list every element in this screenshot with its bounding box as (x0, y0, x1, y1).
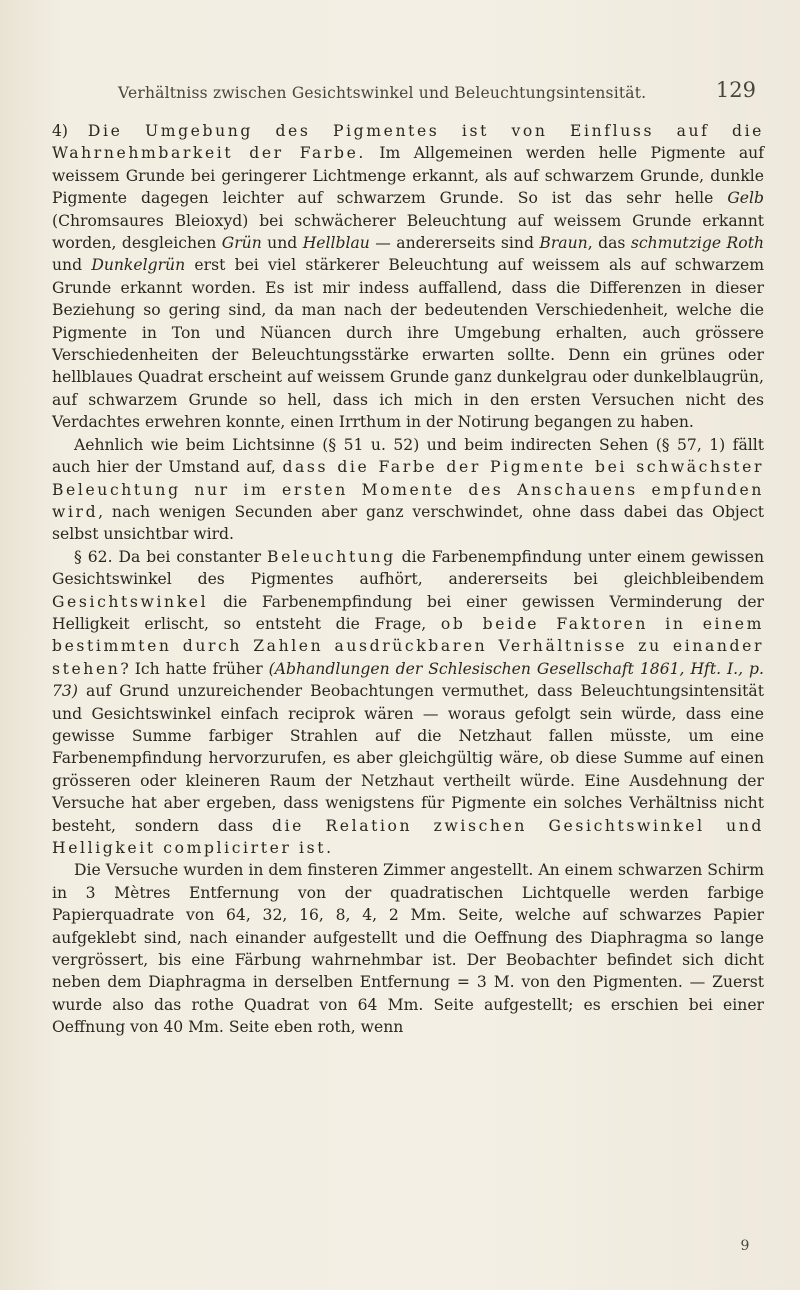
body-text (52, 120, 764, 1039)
paragraph (52, 120, 764, 434)
text-run: 4) (52, 122, 88, 140)
page-number: 129 (715, 78, 756, 102)
text-run: und (261, 234, 303, 253)
spaced-run: Die Umgebung des Pigmentes ist von Einfluss auf die Wahrnehmbarkeit der Farbe. (52, 122, 764, 163)
paragraph (52, 546, 764, 860)
spaced-run: Beleuchtung (267, 547, 396, 566)
spaced-run: Gesichtswinkel (52, 592, 209, 611)
running-head: Verhältniss zwischen Gesichtswinkel und Beleuchtungsintensität. (118, 84, 647, 102)
italic-run: Braun (539, 234, 588, 253)
italic-run: Gelb (727, 189, 764, 208)
text-run: , das (587, 234, 631, 253)
italic-run: Dunkelgrün (91, 256, 186, 275)
text-run: Aehnlich wie beim Lichtsinne (§ 51 u. 52) und beim indirecten Sehen (§ 57, 1) fällt auch hier der Umstand auf, (52, 435, 764, 477)
text-run: . (326, 839, 332, 857)
text-run: § 62. Da bei constanter (74, 547, 268, 566)
text-run: Im Allgemeinen werden helle Pigmente auf weissem Grunde bei geringerer Lichtmenge erkannt, als auf schwarzem Grunde, dunkle Pigmente dagegen leichter auf schwarzem Grunde. So ist das sehr helle (52, 144, 764, 208)
italic-run: Hellblau (302, 234, 370, 253)
paragraph (52, 434, 764, 546)
spaced-run: die Relation zwischen Gesichtswinkel und Helligkeit complicirter ist (52, 816, 764, 857)
italic-run: Grün (221, 234, 262, 253)
page-header (118, 78, 760, 108)
text-run: auf Grund unzureichender Beobachtungen vermuthet, dass Beleuchtungsintensität und Gesichtswinkel einfach reciprok wären — woraus gefolgt sein würde, dass eine gewisse Summe farbiger Strahlen auf die Netzhaut fallen müsste, um eine Farbenempfindung hervorzurufen, es aber gleichgültig wäre, ob diese Summe auf einen grösseren oder kleineren Raum der Netzhaut vertheilt würde. Eine Ausdehnung der Versuche hat aber ergeben, dass wenigstens für Pigmente ein solches Verhältniss nicht besteht, sondern dass (52, 682, 764, 835)
text-run: — andererseits sind (369, 234, 540, 253)
signature-mark: 9 (740, 1238, 750, 1254)
paragraph (52, 859, 764, 1038)
text-run: und (52, 256, 92, 275)
italic-run: (Abhandlungen der Schlesischen Gesellschaft 1861, Hft. I., p. 73) (52, 659, 764, 701)
text-run: die Farbenempfindung bei einer gewissen Verminderung der Helligkeit erlischt, so entsteht die Frage, (52, 592, 764, 633)
text-run: , nach wenigen Secunden aber ganz verschwindet, ohne dass dabei das Object selbst unsichtbar wird. (52, 502, 764, 544)
italic-run: schmutzige Roth (630, 234, 764, 253)
text-run: erst bei viel stärkerer Beleuchtung auf weissem als auf schwarzem Grunde erkannt worden. Es ist mir indess auffallend, dass die Differenzen in dieser Beziehung so gering sind, da man nach der bedeutenden Verschiedenheit, welche die Pigmente in Ton und Nüancen durch ihre Umgebung erhalten, auch grössere Verschiedenheiten der Beleuchtungsstärke erwarten sollte. Denn ein grünes oder hellblaues Quadrat erscheint auf weissem Grunde ganz dunkelgrau oder dunkelblaugrün, auf schwarzem Grunde so hell, dass ich mich in den ersten Versuchen nicht des Verdachtes erwehren konnte, einen Irrthum in der Notirung begangen zu haben. (52, 256, 765, 432)
spaced-run: ob beide Faktoren in einem bestimmten durch Zahlen ausdrückbaren Verhältnisse zu einander stehen (52, 614, 764, 678)
spaced-run: dass die Farbe der Pigmente bei schwächster Beleuchtung nur im ersten Momente des Anschauens empfunden wird (52, 458, 764, 521)
text-run: Die Versuche wurden in dem finsteren Zimmer angestellt. An einem schwarzen Schirm in 3 Mètres Entfernung von der quadratischen Lichtquelle werden farbige Papierquadrate von 64, 32, 16, 8, 4, 2 Mm. Seite, welche auf schwarzes Papier aufgeklebt sind, nach einander aufgestellt und die Oeffnung des Diaphragma so lange vergrössert, bis eine Färbung wahrnehmbar ist. Der Beobachter befindet sich dicht neben dem Diaphragma in derselben Entfernung = 3 M. von den Pigmenten. — Zuerst wurde also das rothe Quadrat von 64 Mm. Seite aufgestellt; es erschien bei einer Oeffnung von 40 Mm. Seite eben roth, wenn (52, 861, 764, 1037)
text-run: die Farbenempfindung unter einem gewissen Gesichtswinkel des Pigmentes aufhört, andererseits bei gleichbleibendem (52, 547, 764, 589)
text-run: ? Ich hatte früher (120, 659, 269, 678)
text-run: (Chromsaures Bleioxyd) bei schwächerer Beleuchtung auf weissem Grunde erkannt worden, desgleichen (52, 211, 764, 253)
